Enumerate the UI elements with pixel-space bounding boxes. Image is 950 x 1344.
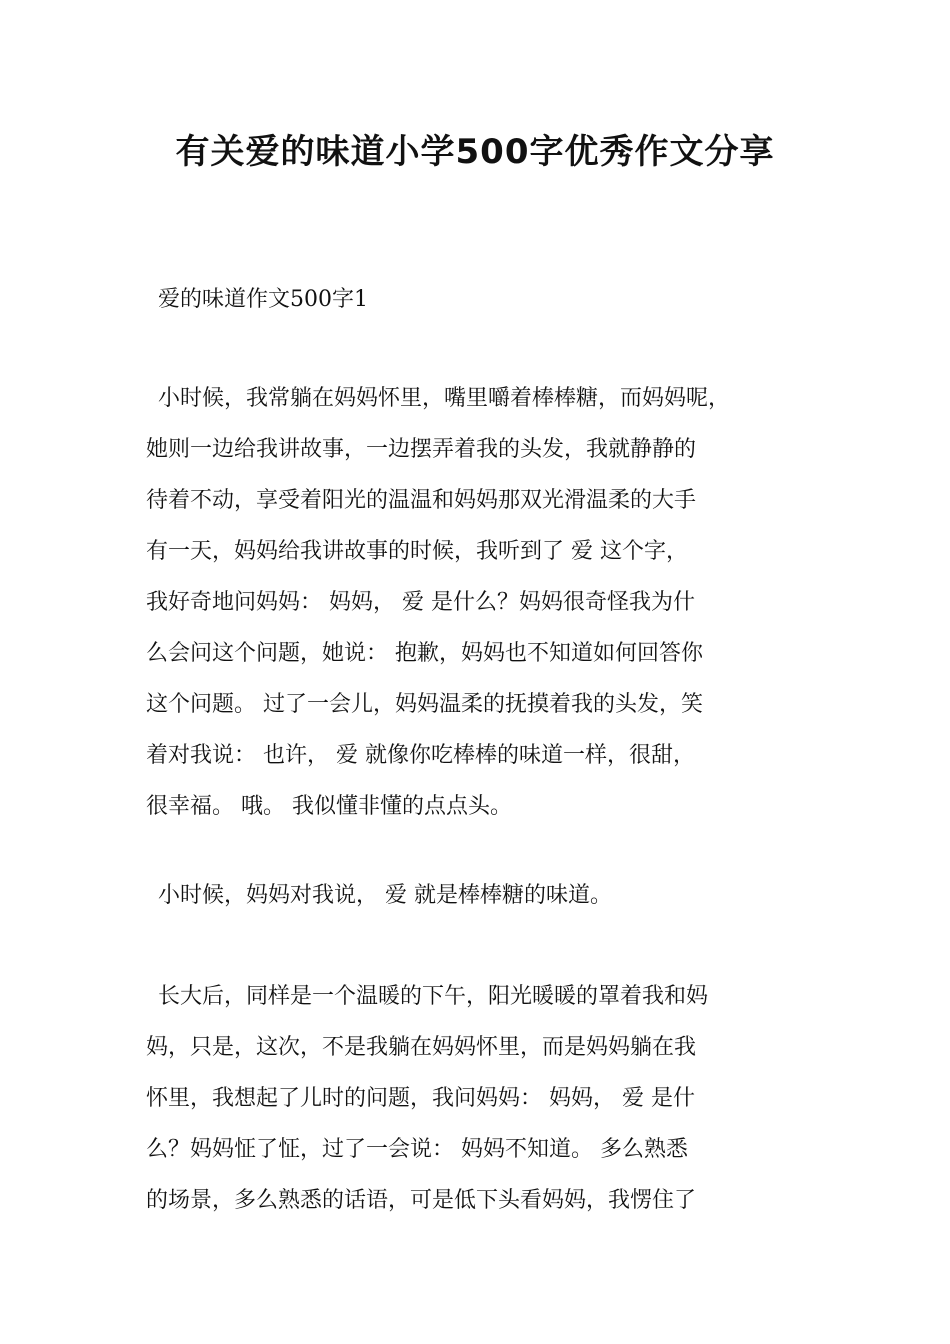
paragraph-line: 很幸福。 哦。 我似懂非懂的点点头。 [146, 794, 512, 819]
paragraph-line: 着对我说： 也许， 爱 就像你吃棒棒的味道一样，很甜， [146, 743, 695, 768]
paragraph-line: 待着不动，享受着阳光的温温和妈妈那双光滑温柔的大手 [146, 488, 697, 513]
paragraph-line: 么会问这个问题，她说： 抱歉，妈妈也不知道如何回答你 [146, 641, 703, 666]
paragraph-line: 小时候，妈妈对我说， 爱 就是棒棒糖的味道。 [158, 883, 612, 908]
paragraph-line: 的场景，多么熟悉的话语，可是低下头看妈妈，我愣住了 [146, 1188, 697, 1213]
paragraph-3 [146, 971, 846, 1226]
paragraph-line: 妈，只是，这次，不是我躺在妈妈怀里，而是妈妈躺在我 [146, 1035, 697, 1060]
paragraph-line: 长大后，同样是一个温暖的下午，阳光暖暖的罩着我和妈 [158, 984, 709, 1009]
document-title: 有关爱的味道小学500字优秀作文分享 [175, 132, 775, 172]
paragraph-line: 小时候，我常躺在妈妈怀里，嘴里嚼着棒棒糖，而妈妈呢， [158, 386, 731, 411]
paragraph-line: 么？妈妈怔了怔，过了一会说： 妈妈不知道。 多么熟悉 [146, 1137, 688, 1162]
paragraph-line: 她则一边给我讲故事，一边摆弄着我的头发，我就静静的 [146, 437, 697, 462]
paragraph-1 [146, 373, 846, 832]
paragraph-line: 这个问题。 过了一会儿，妈妈温柔的抚摸着我的头发，笑 [146, 692, 703, 717]
paragraph-line: 有一天，妈妈给我讲故事的时候，我听到了 爱 这个字， [146, 539, 688, 564]
paragraph-line: 我好奇地问妈妈： 妈妈， 爱 是什么？妈妈很奇怪我为什 [146, 590, 695, 615]
paragraph-line: 怀里，我想起了儿时的问题，我问妈妈： 妈妈， 爱 是什 [146, 1086, 695, 1111]
section-heading: 爱的味道作文500字1 [158, 287, 368, 312]
paragraph-2 [146, 870, 846, 921]
